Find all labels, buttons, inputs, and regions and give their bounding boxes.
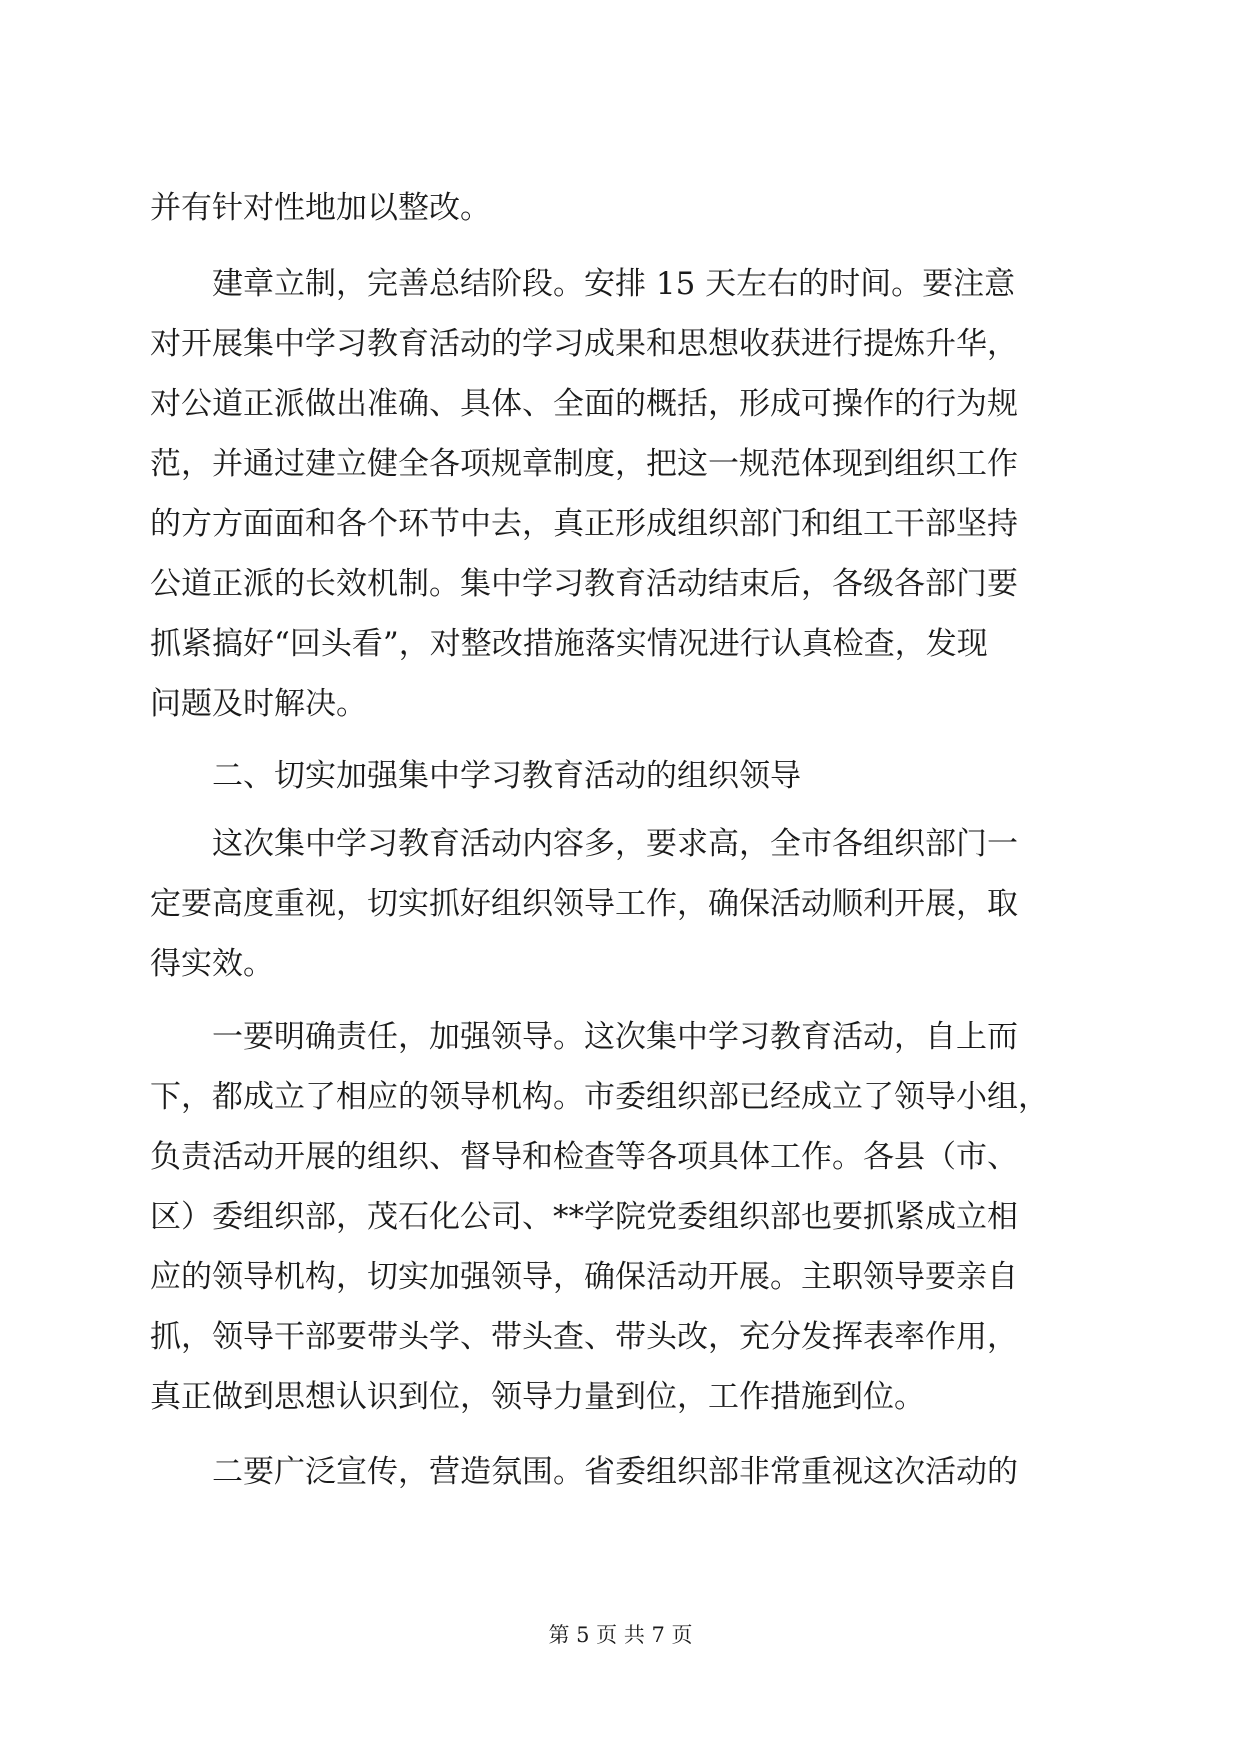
text-line	[0, 374, 1241, 434]
text-line	[0, 1247, 1241, 1307]
line-text: 这次集中学习教育活动内容多，要求高，全市各组织部门一	[212, 826, 1018, 862]
text-line	[0, 1007, 1241, 1067]
text-line	[0, 1067, 1241, 1127]
line-text: 对开展集中学习教育活动的学习成果和思想收获进行提炼升华，	[150, 326, 1018, 362]
text-line	[0, 314, 1241, 374]
line-text: 负责活动开展的组织、督导和检查等各项具体工作。各县（市、	[150, 1139, 1018, 1175]
line-text: 二、切实加强集中学习教育活动的组织领导	[212, 758, 801, 794]
line-text: 抓紧搞好“回头看”，对整改措施落实情况进行认真检查，发现	[150, 626, 988, 662]
text-line	[0, 814, 1241, 874]
line-text: 定要高度重视，切实抓好组织领导工作，确保活动顺利开展，取	[150, 886, 1018, 922]
line-text: 真正做到思想认识到位，领导力量到位，工作措施到位。	[150, 1379, 925, 1415]
text-line	[0, 1307, 1241, 1367]
text-line	[0, 1442, 1241, 1502]
text-line	[0, 494, 1241, 554]
line-text: 并有针对性地加以整改。	[150, 190, 491, 226]
page-number-footer: 第 5 页 共 7 页	[548, 1623, 693, 1647]
line-text: 一要明确责任，加强领导。这次集中学习教育活动，自上而	[212, 1019, 1018, 1055]
line-text: 的方方面面和各个环节中去，真正形成组织部门和组工干部坚持	[150, 506, 1018, 542]
line-text: 问题及时解决。	[150, 686, 367, 722]
line-text: 二要广泛宣传，营造氛围。省委组织部非常重视这次活动的	[212, 1454, 1018, 1490]
text-line	[0, 434, 1241, 494]
line-text: 抓，领导干部要带头学、带头查、带头改，充分发挥表率作用，	[150, 1319, 1018, 1355]
text-line	[0, 674, 1241, 734]
text-line	[0, 554, 1241, 614]
text-line	[0, 1187, 1241, 1247]
text-line	[0, 254, 1241, 314]
line-text: 公道正派的长效机制。集中学习教育活动结束后，各级各部门要	[150, 566, 1018, 602]
line-text: 得实效。	[150, 946, 274, 982]
section-heading	[0, 746, 1241, 806]
line-text: 范，并通过建立健全各项规章制度，把这一规范体现到组织工作	[150, 446, 1018, 482]
text-line	[0, 178, 1241, 238]
text-line	[0, 934, 1241, 994]
line-text: 应的领导机构，切实加强领导，确保活动开展。主职领导要亲自	[150, 1259, 1018, 1295]
line-text: 区）委组织部，茂石化公司、**学院党委组织部也要抓紧成立相	[150, 1199, 1018, 1235]
text-line	[0, 874, 1241, 934]
line-text: 建章立制，完善总结阶段。安排 15 天左右的时间。要注意	[212, 266, 1016, 302]
text-line	[0, 1367, 1241, 1427]
text-line	[0, 1127, 1241, 1187]
line-text: 下，都成立了相应的领导机构。市委组织部已经成立了领导小组，	[150, 1079, 1049, 1115]
line-text: 对公道正派做出准确、具体、全面的概括，形成可操作的行为规	[150, 386, 1018, 422]
text-line	[0, 614, 1241, 674]
